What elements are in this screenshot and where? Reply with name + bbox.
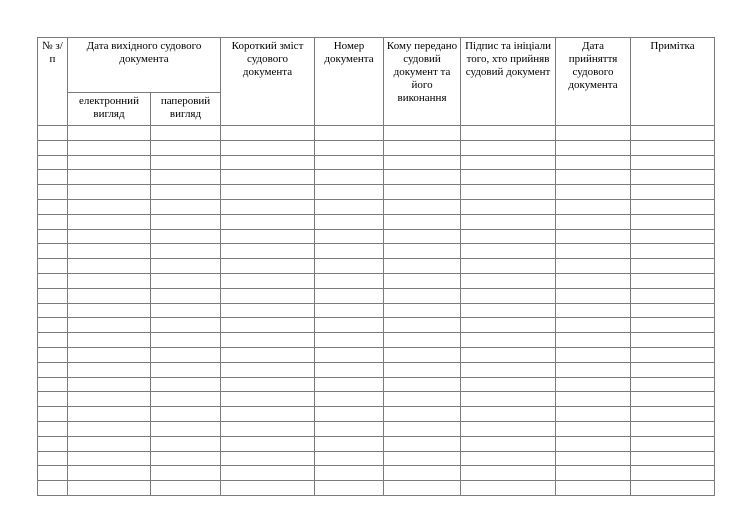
table-cell-recipient[interactable] [384, 407, 461, 422]
table-row [38, 377, 715, 392]
table-cell-note[interactable] [631, 214, 715, 229]
table-cell-paper[interactable] [151, 347, 221, 362]
table-cell-acceptance-date[interactable] [556, 185, 631, 200]
table-cell-recipient[interactable] [384, 481, 461, 496]
table-cell-note[interactable] [631, 333, 715, 348]
table-cell-summary[interactable] [221, 333, 315, 348]
table-cell-acceptance-date[interactable] [556, 140, 631, 155]
table-cell-number[interactable] [38, 214, 68, 229]
table-cell-recipient[interactable] [384, 421, 461, 436]
table-cell-acceptance-date[interactable] [556, 155, 631, 170]
journal-body [38, 126, 715, 496]
table-cell-recipient[interactable] [384, 436, 461, 451]
table-cell-doc-number[interactable] [315, 185, 384, 200]
table-cell-recipient[interactable] [384, 466, 461, 481]
table-cell-summary[interactable] [221, 421, 315, 436]
table-cell-doc-number[interactable] [315, 466, 384, 481]
table-cell-number[interactable] [38, 347, 68, 362]
table-cell-number[interactable] [38, 229, 68, 244]
table-cell-electronic[interactable] [68, 259, 151, 274]
table-cell-number[interactable] [38, 318, 68, 333]
table-cell-signature[interactable] [461, 273, 556, 288]
table-cell-recipient[interactable] [384, 288, 461, 303]
table-cell-note[interactable] [631, 436, 715, 451]
table-cell-doc-number[interactable] [315, 259, 384, 274]
table-cell-number[interactable] [38, 273, 68, 288]
table-cell-doc-number[interactable] [315, 377, 384, 392]
table-cell-acceptance-date[interactable] [556, 333, 631, 348]
table-cell-acceptance-date[interactable] [556, 481, 631, 496]
col-doc-number-header: Номер документа [315, 38, 384, 126]
table-row [38, 214, 715, 229]
table-row [38, 421, 715, 436]
table-cell-number[interactable] [38, 481, 68, 496]
table-cell-doc-number[interactable] [315, 347, 384, 362]
table-cell-number[interactable] [38, 170, 68, 185]
table-cell-signature[interactable] [461, 333, 556, 348]
table-cell-number[interactable] [38, 362, 68, 377]
table-cell-electronic[interactable] [68, 126, 151, 141]
table-row [38, 259, 715, 274]
table-cell-acceptance-date[interactable] [556, 214, 631, 229]
table-cell-acceptance-date[interactable] [556, 451, 631, 466]
table-cell-electronic[interactable] [68, 481, 151, 496]
table-cell-doc-number[interactable] [315, 126, 384, 141]
table-cell-acceptance-date[interactable] [556, 421, 631, 436]
table-cell-number[interactable] [38, 451, 68, 466]
table-cell-paper[interactable] [151, 392, 221, 407]
table-cell-summary[interactable] [221, 481, 315, 496]
table-cell-summary[interactable] [221, 377, 315, 392]
table-cell-summary[interactable] [221, 273, 315, 288]
table-cell-summary[interactable] [221, 362, 315, 377]
table-cell-paper[interactable] [151, 259, 221, 274]
table-cell-summary[interactable] [221, 347, 315, 362]
col-acceptance-date-header: Дата прийняття судового документа [556, 38, 631, 126]
table-row [38, 481, 715, 496]
table-cell-note[interactable] [631, 170, 715, 185]
table-cell-note[interactable] [631, 259, 715, 274]
table-cell-signature[interactable] [461, 288, 556, 303]
table-cell-acceptance-date[interactable] [556, 407, 631, 422]
table-cell-recipient[interactable] [384, 303, 461, 318]
table-cell-acceptance-date[interactable] [556, 362, 631, 377]
table-cell-doc-number[interactable] [315, 214, 384, 229]
table-cell-summary[interactable] [221, 451, 315, 466]
table-cell-paper[interactable] [151, 421, 221, 436]
table-cell-signature[interactable] [461, 185, 556, 200]
table-row [38, 451, 715, 466]
table-cell-acceptance-date[interactable] [556, 126, 631, 141]
table-cell-signature[interactable] [461, 303, 556, 318]
table-cell-acceptance-date[interactable] [556, 377, 631, 392]
table-cell-recipient[interactable] [384, 229, 461, 244]
table-cell-acceptance-date[interactable] [556, 392, 631, 407]
table-row [38, 273, 715, 288]
table-cell-doc-number[interactable] [315, 421, 384, 436]
table-row [38, 185, 715, 200]
table-cell-signature[interactable] [461, 318, 556, 333]
col-note-header: Примітка [631, 38, 715, 126]
table-cell-summary[interactable] [221, 259, 315, 274]
table-cell-acceptance-date[interactable] [556, 436, 631, 451]
table-cell-signature[interactable] [461, 481, 556, 496]
table-cell-paper[interactable] [151, 436, 221, 451]
table-cell-note[interactable] [631, 185, 715, 200]
table-cell-paper[interactable] [151, 273, 221, 288]
table-cell-summary[interactable] [221, 126, 315, 141]
table-cell-recipient[interactable] [384, 126, 461, 141]
table-cell-number[interactable] [38, 392, 68, 407]
table-cell-note[interactable] [631, 421, 715, 436]
table-cell-paper[interactable] [151, 140, 221, 155]
table-cell-acceptance-date[interactable] [556, 259, 631, 274]
table-cell-summary[interactable] [221, 214, 315, 229]
table-cell-recipient[interactable] [384, 392, 461, 407]
table-cell-summary[interactable] [221, 288, 315, 303]
table-cell-doc-number[interactable] [315, 170, 384, 185]
table-cell-electronic[interactable] [68, 273, 151, 288]
table-cell-note[interactable] [631, 481, 715, 496]
table-row [38, 155, 715, 170]
table-cell-electronic[interactable] [68, 436, 151, 451]
table-cell-electronic[interactable] [68, 318, 151, 333]
table-cell-paper[interactable] [151, 244, 221, 259]
table-cell-note[interactable] [631, 362, 715, 377]
table-cell-signature[interactable] [461, 155, 556, 170]
table-cell-acceptance-date[interactable] [556, 288, 631, 303]
table-cell-signature[interactable] [461, 199, 556, 214]
table-cell-electronic[interactable] [68, 199, 151, 214]
col-recipient-header: Кому передано судовий документ та його виконання [384, 38, 461, 126]
table-cell-note[interactable] [631, 347, 715, 362]
table-cell-signature[interactable] [461, 451, 556, 466]
table-cell-paper[interactable] [151, 214, 221, 229]
table-cell-number[interactable] [38, 333, 68, 348]
table-cell-paper[interactable] [151, 288, 221, 303]
table-cell-doc-number[interactable] [315, 451, 384, 466]
col-electronic-header: електронний вигляд [68, 93, 151, 126]
table-cell-acceptance-date[interactable] [556, 273, 631, 288]
table-cell-doc-number[interactable] [315, 362, 384, 377]
table-row [38, 333, 715, 348]
table-cell-acceptance-date[interactable] [556, 199, 631, 214]
table-cell-summary[interactable] [221, 185, 315, 200]
col-summary-header: Короткий зміст судового документа [221, 38, 315, 126]
table-cell-electronic[interactable] [68, 407, 151, 422]
table-cell-doc-number[interactable] [315, 481, 384, 496]
table-cell-summary[interactable] [221, 466, 315, 481]
table-cell-acceptance-date[interactable] [556, 170, 631, 185]
table-row [38, 318, 715, 333]
table-cell-signature[interactable] [461, 170, 556, 185]
table-cell-doc-number[interactable] [315, 229, 384, 244]
table-cell-paper[interactable] [151, 303, 221, 318]
table-cell-paper[interactable] [151, 377, 221, 392]
table-row [38, 288, 715, 303]
table-row [38, 140, 715, 155]
table-cell-paper[interactable] [151, 481, 221, 496]
table-cell-recipient[interactable] [384, 155, 461, 170]
table-cell-signature[interactable] [461, 362, 556, 377]
table-cell-number[interactable] [38, 140, 68, 155]
table-cell-acceptance-date[interactable] [556, 244, 631, 259]
table-cell-electronic[interactable] [68, 170, 151, 185]
table-row [38, 303, 715, 318]
table-cell-paper[interactable] [151, 170, 221, 185]
table-cell-note[interactable] [631, 229, 715, 244]
table-cell-doc-number[interactable] [315, 333, 384, 348]
table-cell-signature[interactable] [461, 244, 556, 259]
table-cell-summary[interactable] [221, 407, 315, 422]
table-cell-electronic[interactable] [68, 229, 151, 244]
table-row [38, 392, 715, 407]
table-cell-doc-number[interactable] [315, 392, 384, 407]
table-cell-electronic[interactable] [68, 451, 151, 466]
table-cell-electronic[interactable] [68, 347, 151, 362]
table-cell-signature[interactable] [461, 259, 556, 274]
table-cell-recipient[interactable] [384, 170, 461, 185]
table-cell-number[interactable] [38, 421, 68, 436]
table-row [38, 229, 715, 244]
table-cell-summary[interactable] [221, 318, 315, 333]
col-outgoing-date-header: Дата вихідного судового документа [68, 38, 221, 93]
table-cell-paper[interactable] [151, 199, 221, 214]
table-cell-paper[interactable] [151, 362, 221, 377]
table-cell-note[interactable] [631, 303, 715, 318]
table-row [38, 407, 715, 422]
table-cell-signature[interactable] [461, 407, 556, 422]
table-cell-electronic[interactable] [68, 303, 151, 318]
table-cell-note[interactable] [631, 466, 715, 481]
table-cell-doc-number[interactable] [315, 155, 384, 170]
table-cell-electronic[interactable] [68, 377, 151, 392]
col-signature-header: Підпис та ініціали того, хто прийняв судовий документ [461, 38, 556, 126]
table-cell-signature[interactable] [461, 347, 556, 362]
table-cell-note[interactable] [631, 318, 715, 333]
table-cell-electronic[interactable] [68, 140, 151, 155]
table-cell-summary[interactable] [221, 229, 315, 244]
table-cell-paper[interactable] [151, 126, 221, 141]
table-cell-number[interactable] [38, 303, 68, 318]
table-cell-doc-number[interactable] [315, 436, 384, 451]
table-cell-number[interactable] [38, 259, 68, 274]
table-cell-summary[interactable] [221, 140, 315, 155]
table-cell-recipient[interactable] [384, 214, 461, 229]
table-cell-recipient[interactable] [384, 244, 461, 259]
table-cell-recipient[interactable] [384, 451, 461, 466]
table-cell-number[interactable] [38, 407, 68, 422]
table-cell-paper[interactable] [151, 333, 221, 348]
table-cell-signature[interactable] [461, 436, 556, 451]
table-cell-number[interactable] [38, 244, 68, 259]
table-cell-number[interactable] [38, 288, 68, 303]
table-cell-doc-number[interactable] [315, 273, 384, 288]
table-cell-summary[interactable] [221, 436, 315, 451]
table-cell-doc-number[interactable] [315, 407, 384, 422]
table-cell-signature[interactable] [461, 466, 556, 481]
table-cell-recipient[interactable] [384, 377, 461, 392]
table-cell-doc-number[interactable] [315, 199, 384, 214]
table-cell-note[interactable] [631, 140, 715, 155]
table-cell-number[interactable] [38, 155, 68, 170]
table-cell-paper[interactable] [151, 407, 221, 422]
table-cell-summary[interactable] [221, 392, 315, 407]
table-cell-note[interactable] [631, 273, 715, 288]
table-cell-paper[interactable] [151, 155, 221, 170]
table-cell-acceptance-date[interactable] [556, 229, 631, 244]
table-cell-electronic[interactable] [68, 288, 151, 303]
table-cell-electronic[interactable] [68, 214, 151, 229]
table-cell-electronic[interactable] [68, 155, 151, 170]
table-cell-paper[interactable] [151, 466, 221, 481]
table-cell-number[interactable] [38, 126, 68, 141]
table-cell-doc-number[interactable] [315, 318, 384, 333]
document-journal-table [37, 37, 715, 496]
table-row [38, 244, 715, 259]
table-cell-number[interactable] [38, 199, 68, 214]
table-cell-acceptance-date[interactable] [556, 318, 631, 333]
table-cell-doc-number[interactable] [315, 244, 384, 259]
table-cell-recipient[interactable] [384, 362, 461, 377]
table-row [38, 199, 715, 214]
table-cell-note[interactable] [631, 155, 715, 170]
table-cell-note[interactable] [631, 451, 715, 466]
table-cell-summary[interactable] [221, 303, 315, 318]
table-cell-number[interactable] [38, 185, 68, 200]
table-cell-summary[interactable] [221, 155, 315, 170]
table-cell-signature[interactable] [461, 126, 556, 141]
table-cell-note[interactable] [631, 407, 715, 422]
table-cell-recipient[interactable] [384, 199, 461, 214]
table-cell-note[interactable] [631, 199, 715, 214]
table-cell-acceptance-date[interactable] [556, 303, 631, 318]
table-cell-electronic[interactable] [68, 421, 151, 436]
table-cell-acceptance-date[interactable] [556, 466, 631, 481]
table-cell-number[interactable] [38, 466, 68, 481]
table-row [38, 436, 715, 451]
table-cell-signature[interactable] [461, 214, 556, 229]
table-row [38, 466, 715, 481]
table-cell-electronic[interactable] [68, 244, 151, 259]
table-cell-recipient[interactable] [384, 140, 461, 155]
table-cell-signature[interactable] [461, 421, 556, 436]
table-cell-recipient[interactable] [384, 318, 461, 333]
table-cell-paper[interactable] [151, 451, 221, 466]
table-row [38, 347, 715, 362]
header-row-main [38, 38, 715, 93]
table-cell-recipient[interactable] [384, 333, 461, 348]
table-cell-signature[interactable] [461, 229, 556, 244]
table-row [38, 126, 715, 141]
table-cell-acceptance-date[interactable] [556, 347, 631, 362]
table-cell-electronic[interactable] [68, 362, 151, 377]
table-row [38, 170, 715, 185]
table-cell-doc-number[interactable] [315, 303, 384, 318]
table-cell-number[interactable] [38, 436, 68, 451]
table-cell-electronic[interactable] [68, 185, 151, 200]
table-cell-summary[interactable] [221, 244, 315, 259]
table-cell-note[interactable] [631, 377, 715, 392]
table-cell-signature[interactable] [461, 377, 556, 392]
table-cell-doc-number[interactable] [315, 288, 384, 303]
table-cell-electronic[interactable] [68, 333, 151, 348]
table-cell-paper[interactable] [151, 185, 221, 200]
table-row [38, 362, 715, 377]
table-cell-paper[interactable] [151, 318, 221, 333]
table-cell-note[interactable] [631, 244, 715, 259]
table-cell-summary[interactable] [221, 170, 315, 185]
col-paper-header: паперовий вигляд [151, 93, 221, 126]
table-cell-paper[interactable] [151, 229, 221, 244]
table-cell-recipient[interactable] [384, 347, 461, 362]
table-cell-note[interactable] [631, 392, 715, 407]
table-cell-signature[interactable] [461, 392, 556, 407]
table-cell-electronic[interactable] [68, 392, 151, 407]
table-cell-electronic[interactable] [68, 466, 151, 481]
table-cell-signature[interactable] [461, 140, 556, 155]
table-cell-recipient[interactable] [384, 273, 461, 288]
table-cell-note[interactable] [631, 126, 715, 141]
table-cell-recipient[interactable] [384, 185, 461, 200]
table-cell-recipient[interactable] [384, 259, 461, 274]
table-cell-number[interactable] [38, 377, 68, 392]
col-number-header: № з/п [38, 38, 68, 126]
table-cell-summary[interactable] [221, 199, 315, 214]
table-cell-note[interactable] [631, 288, 715, 303]
table-cell-doc-number[interactable] [315, 140, 384, 155]
